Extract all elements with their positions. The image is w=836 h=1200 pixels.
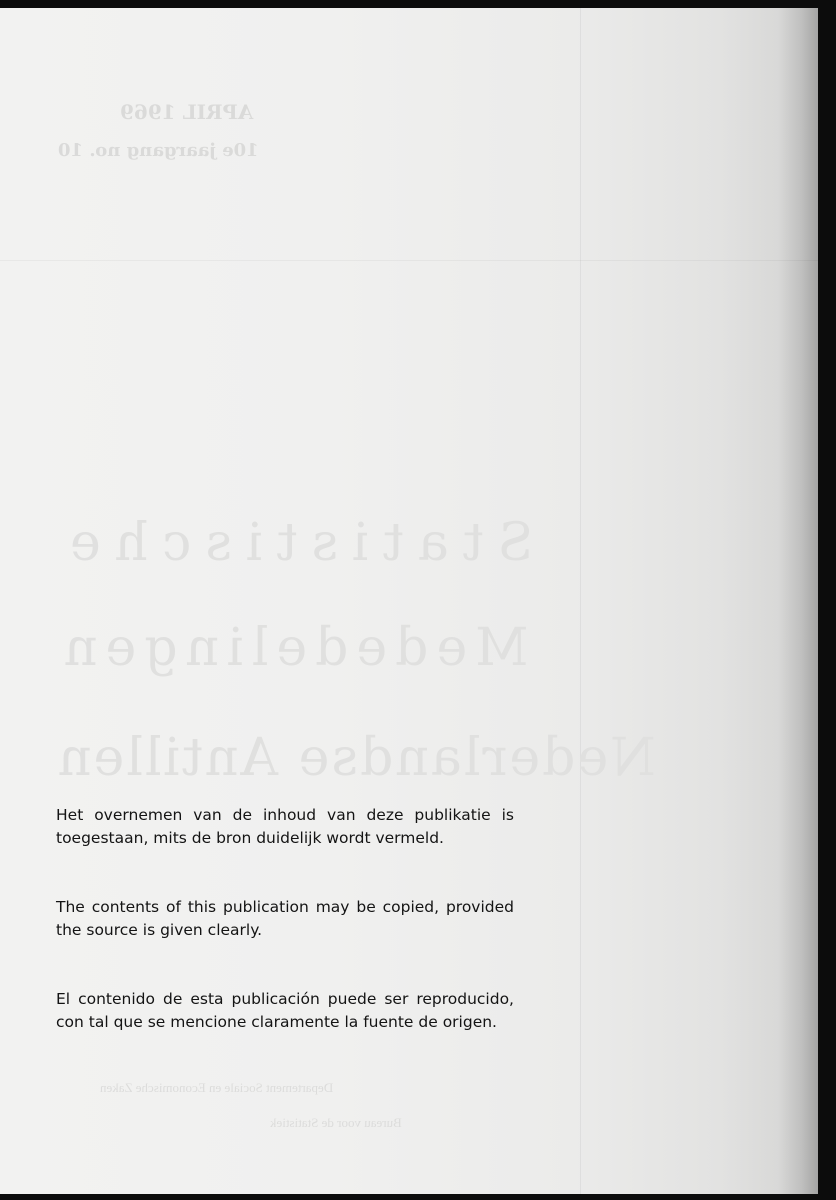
scanned-page — [0, 8, 818, 1194]
page-edge-shadow — [778, 8, 818, 1194]
bleed-through-title-line-2: Mededelingen — [56, 618, 529, 678]
bleed-through-title-line-1: Statistische — [56, 513, 534, 573]
bleed-through-title-line-3: Nederlandse Antillen — [56, 728, 656, 788]
bleed-through-department: Departement Sociale en Economische Zaken — [100, 1080, 334, 1095]
copyright-notice-spanish — [56, 988, 514, 1034]
fold-line-horizontal — [0, 260, 818, 261]
fold-line-vertical — [580, 8, 581, 1194]
copyright-notice-dutch — [56, 804, 514, 850]
notice-text-spanish: El contenido de esta publicación puede ser reproducido, con tal que se mencione claramente la fuente de origen. — [56, 990, 514, 1031]
bleed-through-date: APRIL 1969 — [120, 100, 254, 124]
notice-text-dutch: Het overnemen van de inhoud van deze publikatie is toegestaan, mits de bron duidelijk wordt vermeld. — [56, 806, 514, 847]
bleed-through-issue: 10e jaargang no. 10 — [58, 140, 259, 161]
notice-text-english: The contents of this publication may be copied, provided the source is given clearly. — [56, 898, 514, 939]
copyright-notice-english — [56, 896, 514, 942]
bleed-through-bureau: Bureau voor de Statistiek — [270, 1115, 402, 1130]
